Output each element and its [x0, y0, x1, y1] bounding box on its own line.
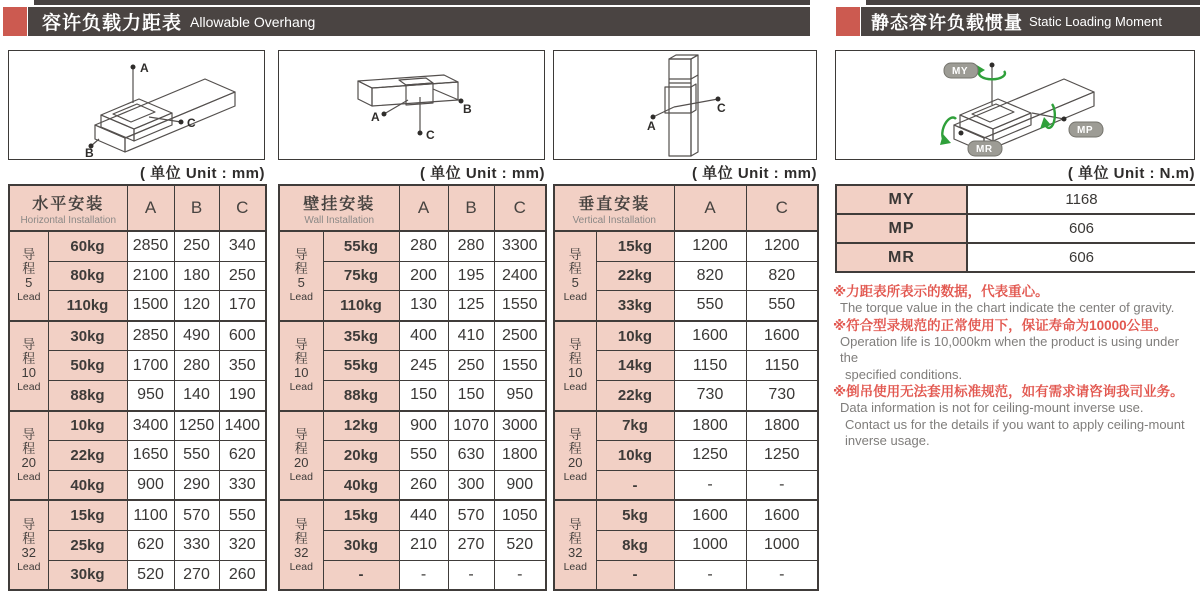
- lead-en: Lead: [289, 291, 313, 304]
- value-cell: 410: [448, 321, 494, 351]
- weight-cell: 60kg: [48, 231, 127, 261]
- weight-cell: 15kg: [323, 500, 399, 530]
- weight-cell: 110kg: [323, 291, 399, 321]
- lead-en: Lead: [17, 470, 41, 483]
- table-title: [9, 185, 127, 231]
- weight-cell: 15kg: [48, 500, 127, 530]
- lead-zh: 导 程 32: [294, 516, 309, 560]
- column-header: B: [448, 185, 494, 231]
- weight-cell: -: [323, 560, 399, 590]
- note-english: Contact us for the details if you want to apply ceiling-mount: [845, 416, 1185, 432]
- lead-en: Lead: [17, 560, 41, 573]
- value-cell: 570: [448, 500, 494, 530]
- section-header-moment: [861, 7, 1200, 36]
- table-title-en: Horizontal Installation: [20, 214, 117, 226]
- value-cell: 1250: [746, 441, 818, 471]
- value-cell: 120: [174, 291, 219, 321]
- lead-cell: [279, 321, 323, 411]
- value-cell: 400: [399, 321, 448, 351]
- table-title-zh: 壁挂安装: [303, 195, 376, 213]
- weight-cell: 40kg: [323, 470, 399, 500]
- value-cell: 900: [494, 470, 546, 500]
- table-row: [9, 411, 266, 441]
- value-cell: 820: [674, 261, 746, 291]
- table-row: [9, 530, 266, 560]
- table-row: [554, 411, 818, 441]
- value-cell: 900: [127, 470, 174, 500]
- value-cell: 620: [219, 441, 266, 471]
- weight-cell: 25kg: [48, 530, 127, 560]
- value-cell: 900: [399, 411, 448, 441]
- mp-badge-label: MP: [1077, 125, 1093, 136]
- value-cell: 1800: [494, 441, 546, 471]
- red-accent-square-right: [836, 7, 860, 36]
- lead-cell: [9, 500, 48, 590]
- horizontal-installation-table: [8, 184, 265, 591]
- value-cell: 1250: [174, 411, 219, 441]
- value-cell: 1700: [127, 351, 174, 381]
- value-cell: -: [494, 560, 546, 590]
- table-row: [279, 321, 546, 351]
- weight-cell: 22kg: [596, 261, 674, 291]
- value-cell: 1600: [674, 321, 746, 351]
- point-label-a: A: [140, 61, 149, 75]
- table-row: [9, 441, 266, 471]
- value-cell: 260: [219, 560, 266, 590]
- weight-cell: 35kg: [323, 321, 399, 351]
- lead-zh: 导 程 10: [21, 337, 36, 381]
- column-header: A: [674, 185, 746, 231]
- value-cell: 550: [674, 291, 746, 321]
- lead-en: Lead: [17, 381, 41, 394]
- value-cell: 1550: [494, 351, 546, 381]
- value-cell: 280: [174, 351, 219, 381]
- table-row: [554, 231, 818, 261]
- weight-cell: 15kg: [596, 231, 674, 261]
- value-cell: 2400: [494, 261, 546, 291]
- note-english: specified conditions.: [845, 366, 963, 382]
- column-header: A: [127, 185, 174, 231]
- table-title-en: Vertical Installation: [572, 214, 656, 226]
- value-cell: 1600: [674, 500, 746, 530]
- weight-cell: 12kg: [323, 411, 399, 441]
- wall-installation-table: [278, 184, 545, 591]
- value-cell: 820: [746, 261, 818, 291]
- value-cell: 1600: [746, 321, 818, 351]
- lead-cell: [554, 500, 596, 590]
- note-english: The torque value in the chart indicate the center of gravity.: [840, 300, 1175, 315]
- value-cell: 340: [219, 231, 266, 261]
- value-cell: 2100: [127, 261, 174, 291]
- lead-zh: 导 程 5: [22, 247, 36, 291]
- diagram-vertical-installation: [553, 50, 817, 160]
- section-title-en: Static Loading Moment: [1029, 14, 1162, 29]
- value-cell: 330: [174, 530, 219, 560]
- value-cell: 2500: [494, 321, 546, 351]
- weight-cell: 30kg: [48, 560, 127, 590]
- point-label-b: B: [463, 102, 472, 116]
- weight-cell: 14kg: [596, 351, 674, 381]
- horizontal-rail-drawing: [9, 51, 263, 158]
- value-cell: 1250: [674, 441, 746, 471]
- lead-zh: 导 程 32: [21, 516, 36, 560]
- moment-row: [836, 185, 1195, 214]
- point-label-c: C: [717, 101, 726, 115]
- table-title-en: Wall Installation: [304, 214, 375, 226]
- weight-cell: 10kg: [596, 441, 674, 471]
- wall-rail-drawing: [279, 51, 543, 158]
- lead-cell: [9, 411, 48, 501]
- value-cell: -: [674, 560, 746, 590]
- top-accent-bar-left: [34, 0, 810, 5]
- column-header: C: [746, 185, 818, 231]
- weight-cell: 22kg: [596, 380, 674, 410]
- lead-zh: 导 程 20: [21, 426, 36, 470]
- lead-zh: 导 程 20: [294, 426, 309, 470]
- lead-zh: 导 程 32: [568, 516, 583, 560]
- weight-cell: 50kg: [48, 351, 127, 381]
- value-cell: -: [399, 560, 448, 590]
- section-title-zh: 容许负载力距表: [42, 13, 183, 34]
- load-table: [8, 184, 267, 591]
- value-cell: 1150: [674, 351, 746, 381]
- value-cell: 630: [448, 441, 494, 471]
- value-cell: 950: [494, 380, 546, 410]
- value-cell: 440: [399, 500, 448, 530]
- load-table: [278, 184, 547, 591]
- value-cell: 1800: [746, 411, 818, 441]
- value-cell: 1650: [127, 441, 174, 471]
- weight-cell: 30kg: [323, 530, 399, 560]
- value-cell: 600: [219, 321, 266, 351]
- value-cell: -: [674, 470, 746, 500]
- diagram-horizontal-installation: [8, 50, 265, 160]
- lead-cell: [554, 411, 596, 501]
- red-accent-square-left: [3, 7, 27, 36]
- table-row: [9, 321, 266, 351]
- weight-cell: 88kg: [323, 380, 399, 410]
- value-cell: -: [746, 560, 818, 590]
- moment-label-mp: MP: [836, 214, 967, 243]
- value-cell: 200: [399, 261, 448, 291]
- lead-zh: 导 程 20: [568, 426, 583, 470]
- moment-label-my: MY: [836, 185, 967, 214]
- table-row: [9, 231, 266, 261]
- table-row: [9, 470, 266, 500]
- value-cell: 1600: [746, 500, 818, 530]
- value-cell: -: [746, 470, 818, 500]
- value-cell: 550: [399, 441, 448, 471]
- weight-cell: 80kg: [48, 261, 127, 291]
- value-cell: 3300: [494, 231, 546, 261]
- table-row: [279, 500, 546, 530]
- point-label-b: B: [85, 146, 94, 158]
- table-row: [9, 291, 266, 321]
- lead-zh: 导 程 5: [294, 247, 308, 291]
- moment-rail-drawing: [836, 51, 1193, 158]
- value-cell: 620: [127, 530, 174, 560]
- weight-cell: 10kg: [596, 321, 674, 351]
- lead-cell: [9, 231, 48, 321]
- value-cell: 180: [174, 261, 219, 291]
- table-row: [554, 321, 818, 351]
- note-chinese: ※符合型录规范的正常使用下，保证寿命为10000公里。: [833, 317, 1168, 333]
- value-cell: 2850: [127, 231, 174, 261]
- table-header-row: [554, 185, 818, 231]
- value-cell: 195: [448, 261, 494, 291]
- value-cell: 950: [127, 380, 174, 410]
- weight-cell: 22kg: [48, 441, 127, 471]
- unit-label-vertical: ( 单位 Unit : mm): [692, 165, 817, 182]
- value-cell: 150: [399, 380, 448, 410]
- weight-cell: 110kg: [48, 291, 127, 321]
- unit-label-moment: ( 单位 Unit : N.m): [1067, 165, 1195, 182]
- value-cell: 280: [448, 231, 494, 261]
- weight-cell: 33kg: [596, 291, 674, 321]
- value-cell: 245: [399, 351, 448, 381]
- value-cell: 3400: [127, 411, 174, 441]
- mr-badge-label: MR: [976, 144, 993, 155]
- value-cell: 330: [219, 470, 266, 500]
- value-cell: 1000: [746, 530, 818, 560]
- moment-value-mr: 606: [967, 243, 1195, 272]
- value-cell: 550: [746, 291, 818, 321]
- unit-label-wall: ( 单位 Unit : mm): [420, 165, 545, 182]
- value-cell: 125: [448, 291, 494, 321]
- table-title: [554, 185, 674, 231]
- weight-cell: -: [596, 560, 674, 590]
- section-title-en: Allowable Overhang: [190, 13, 316, 30]
- value-cell: 150: [448, 380, 494, 410]
- lead-en: Lead: [289, 560, 313, 573]
- table-header-row: [279, 185, 546, 231]
- table-header-row: [9, 185, 266, 231]
- value-cell: 1000: [674, 530, 746, 560]
- column-header: B: [174, 185, 219, 231]
- note-english: inverse usage.: [845, 433, 930, 448]
- value-cell: 1100: [127, 500, 174, 530]
- value-cell: 320: [219, 530, 266, 560]
- value-cell: 140: [174, 380, 219, 410]
- table-row: [279, 231, 546, 261]
- lead-cell: [279, 500, 323, 590]
- lead-en: Lead: [563, 381, 587, 394]
- lead-zh: 导 程 5: [568, 247, 582, 291]
- point-label-a: A: [371, 110, 380, 124]
- value-cell: 190: [219, 380, 266, 410]
- note-english: Data information is not for ceiling-mount inverse use.: [840, 400, 1144, 415]
- diagram-static-loading-moment: [835, 50, 1195, 160]
- lead-cell: [279, 231, 323, 321]
- weight-cell: 88kg: [48, 380, 127, 410]
- moment-label-mr: MR: [836, 243, 967, 272]
- value-cell: 350: [219, 351, 266, 381]
- vertical-rail-drawing: [554, 51, 815, 158]
- value-cell: 570: [174, 500, 219, 530]
- lead-en: Lead: [563, 560, 587, 573]
- point-label-c: C: [187, 116, 196, 130]
- vertical-installation-table: [553, 184, 817, 591]
- table-title-zh: 垂直安装: [578, 195, 651, 213]
- table-row: [9, 560, 266, 590]
- weight-cell: 5kg: [596, 500, 674, 530]
- table-row: [279, 411, 546, 441]
- note-english: Operation life is 10,000km when the product is using under the: [840, 333, 1179, 365]
- note-chinese: ※力距表所表示的数据，代表重心。: [833, 284, 1049, 299]
- table-row: [9, 500, 266, 530]
- table-title-zh: 水平安装: [32, 195, 105, 213]
- moment-row: [836, 243, 1195, 272]
- table-row: [9, 351, 266, 381]
- section-header-overhang: [28, 7, 810, 36]
- diagram-wall-installation: [278, 50, 545, 160]
- value-cell: 1500: [127, 291, 174, 321]
- lead-cell: [9, 321, 48, 411]
- value-cell: 550: [174, 441, 219, 471]
- value-cell: 130: [399, 291, 448, 321]
- lead-zh: 导 程 10: [294, 337, 309, 381]
- value-cell: 1050: [494, 500, 546, 530]
- moment-value-my: 1168: [967, 185, 1195, 214]
- lead-cell: [279, 411, 323, 501]
- value-cell: 1400: [219, 411, 266, 441]
- weight-cell: 55kg: [323, 351, 399, 381]
- value-cell: 550: [219, 500, 266, 530]
- lead-zh: 导 程 10: [568, 337, 583, 381]
- column-header: C: [219, 185, 266, 231]
- value-cell: 1200: [674, 231, 746, 261]
- value-cell: 170: [219, 291, 266, 321]
- value-cell: 250: [219, 261, 266, 291]
- value-cell: 210: [399, 530, 448, 560]
- value-cell: 1550: [494, 291, 546, 321]
- weight-cell: 10kg: [48, 411, 127, 441]
- my-badge-label: MY: [952, 66, 968, 77]
- table-row: [554, 500, 818, 530]
- lead-en: Lead: [289, 470, 313, 483]
- value-cell: 290: [174, 470, 219, 500]
- value-cell: 490: [174, 321, 219, 351]
- value-cell: 520: [127, 560, 174, 590]
- column-header: A: [399, 185, 448, 231]
- weight-cell: 8kg: [596, 530, 674, 560]
- value-cell: 1200: [746, 231, 818, 261]
- load-table: [553, 184, 819, 591]
- value-cell: 250: [448, 351, 494, 381]
- unit-label-horizontal: ( 单位 Unit : mm): [140, 165, 265, 182]
- weight-cell: 75kg: [323, 261, 399, 291]
- weight-cell: -: [596, 470, 674, 500]
- notes-section: [833, 283, 1199, 450]
- lead-en: Lead: [563, 291, 587, 304]
- section-title-zh: 静态容许负载惯量: [871, 12, 1023, 33]
- weight-cell: 20kg: [323, 441, 399, 471]
- value-cell: 730: [746, 380, 818, 410]
- value-cell: 520: [494, 530, 546, 560]
- table-title: [279, 185, 399, 231]
- lead-en: Lead: [289, 381, 313, 394]
- value-cell: 1070: [448, 411, 494, 441]
- moment-value-mp: 606: [967, 214, 1195, 243]
- value-cell: 270: [448, 530, 494, 560]
- weight-cell: 7kg: [596, 411, 674, 441]
- value-cell: 1800: [674, 411, 746, 441]
- value-cell: 3000: [494, 411, 546, 441]
- value-cell: -: [448, 560, 494, 590]
- value-cell: 2850: [127, 321, 174, 351]
- lead-cell: [554, 231, 596, 321]
- column-header: C: [494, 185, 546, 231]
- value-cell: 300: [448, 470, 494, 500]
- lead-cell: [554, 321, 596, 411]
- lead-en: Lead: [17, 291, 41, 304]
- static-loading-moment-table: [835, 184, 1195, 273]
- point-label-a: A: [647, 119, 656, 133]
- lead-en: Lead: [563, 470, 587, 483]
- weight-cell: 40kg: [48, 470, 127, 500]
- point-label-c: C: [426, 128, 435, 142]
- weight-cell: 30kg: [48, 321, 127, 351]
- value-cell: 730: [674, 380, 746, 410]
- value-cell: 280: [399, 231, 448, 261]
- note-chinese: ※倒吊使用无法套用标准规范，如有需求请咨询我司业务。: [833, 384, 1184, 399]
- value-cell: 270: [174, 560, 219, 590]
- value-cell: 260: [399, 470, 448, 500]
- value-cell: 250: [174, 231, 219, 261]
- moment-row: [836, 214, 1195, 243]
- top-accent-bar-right: [866, 0, 1200, 5]
- table-row: [9, 261, 266, 291]
- table-row: [9, 380, 266, 410]
- value-cell: 1150: [746, 351, 818, 381]
- weight-cell: 55kg: [323, 231, 399, 261]
